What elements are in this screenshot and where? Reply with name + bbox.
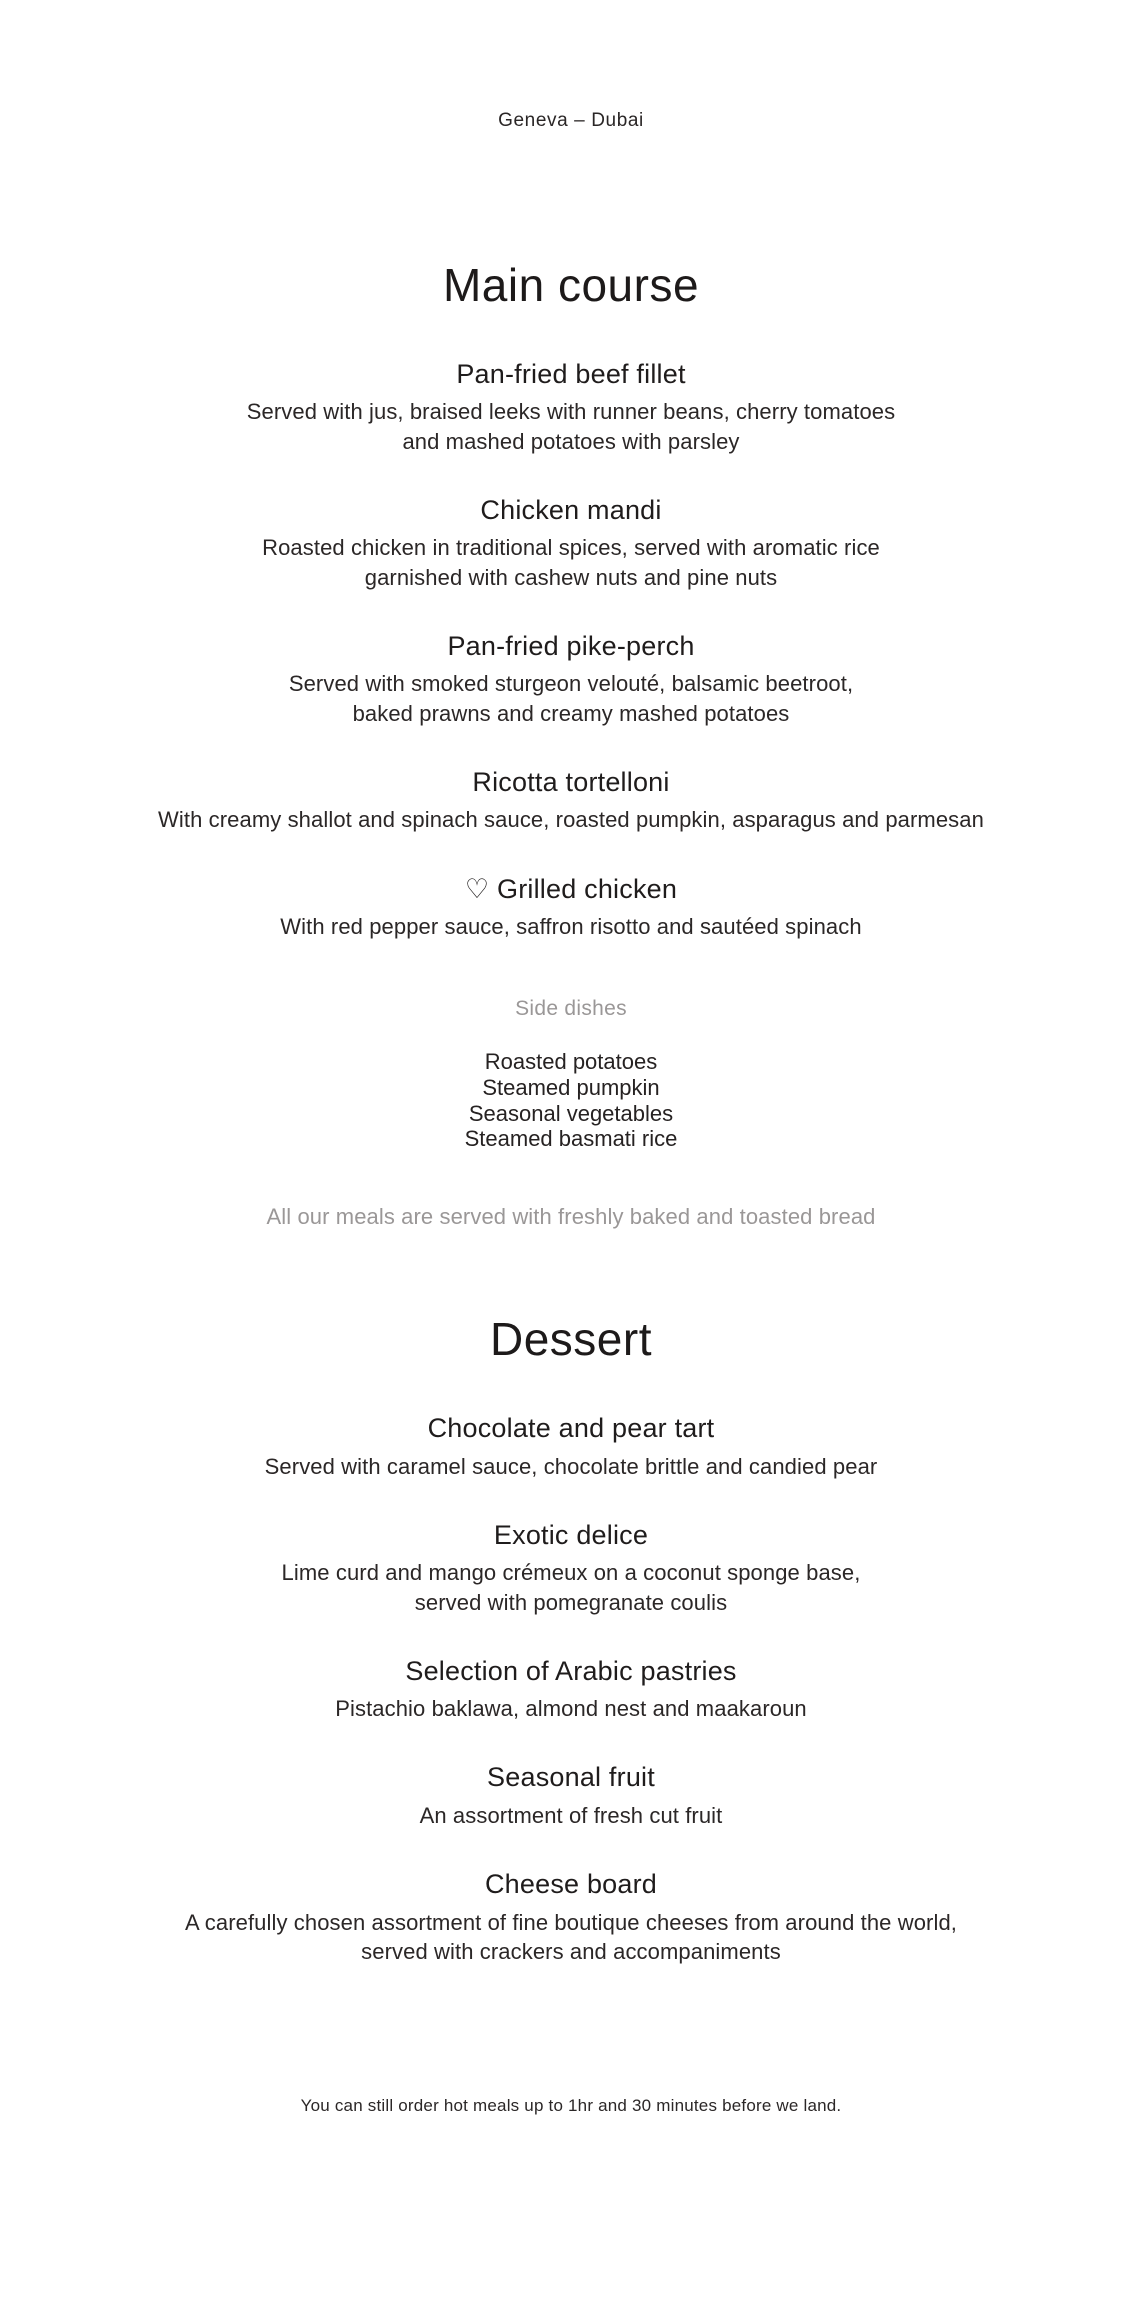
- list-item: Roasted potatoes: [484, 1049, 658, 1075]
- dish-item: [80, 1410, 1062, 1481]
- dish-item: [80, 1866, 1062, 1966]
- dish-description: [80, 805, 1062, 834]
- dish-name: Seasonal fruit: [487, 1762, 655, 1793]
- dish-description-line: Pistachio baklawa, almond nest and maakaroun: [335, 1696, 807, 1722]
- dish-item: [80, 1759, 1062, 1830]
- dish-description: [80, 1694, 1062, 1723]
- dish-name: Selection of Arabic pastries: [405, 1655, 737, 1686]
- dish-name: Chocolate and pear tart: [427, 1413, 715, 1444]
- dish-description-line: With creamy shallot and spinach sauce, roasted pumpkin, asparagus and parmesan: [158, 807, 984, 833]
- route-label: Geneva – Dubai: [498, 110, 644, 131]
- dish-description: [80, 533, 1062, 592]
- dish-description-line: baked prawns and creamy mashed potatoes: [352, 700, 790, 726]
- dish-item: [80, 1653, 1062, 1724]
- footer-note: You can still order hot meals up to 1hr and 30 minutes before we land.: [300, 2096, 842, 2116]
- section-title-dessert: Dessert: [490, 1313, 652, 1366]
- side-dishes-heading: Side dishes: [515, 997, 627, 1021]
- dish-name: ♡ Grilled chicken: [464, 873, 678, 904]
- dish-description-line: Served with caramel sauce, chocolate brittle and candied pear: [264, 1453, 878, 1479]
- dish-name: Exotic delice: [493, 1519, 649, 1550]
- dish-item: [80, 764, 1062, 835]
- dish-description: [80, 669, 1062, 728]
- dish-description-line: An assortment of fresh cut fruit: [419, 1802, 723, 1828]
- side-dishes-list: [80, 1049, 1062, 1152]
- dish-description-line: With red pepper sauce, saffron risotto and sautéed spinach: [280, 913, 862, 939]
- section-title-main-course: Main course: [442, 259, 700, 311]
- dish-name: Pan-fried beef fillet: [456, 359, 686, 389]
- dish-description: [80, 1558, 1062, 1617]
- list-item: Steamed pumpkin: [482, 1074, 660, 1100]
- dish-description: [80, 397, 1062, 456]
- dish-description-line: served with crackers and accompaniments: [361, 1938, 781, 1964]
- dish-description: [80, 1908, 1062, 1967]
- dish-name: Ricotta tortelloni: [472, 766, 670, 797]
- dish-name: Cheese board: [484, 1869, 658, 1900]
- dish-description: [80, 912, 1062, 941]
- dish-description-line: A carefully chosen assortment of fine boutique cheeses from around the world,: [184, 1909, 958, 1935]
- dish-item: [80, 492, 1062, 592]
- dish-item: [80, 356, 1062, 456]
- dish-name: Pan-fried pike-perch: [447, 630, 695, 661]
- list-item: Seasonal vegetables: [468, 1100, 674, 1126]
- dish-item: [80, 1517, 1062, 1617]
- bread-note: All our meals are served with freshly baked and toasted bread: [266, 1204, 876, 1230]
- dish-item-healthy: [80, 871, 1062, 942]
- dish-item: [80, 628, 1062, 728]
- dish-description-line: served with pomegranate coulis: [414, 1589, 728, 1615]
- dish-description-line: Lime curd and mango crémeux on a coconut sponge base,: [281, 1560, 861, 1586]
- dish-name: Chicken mandi: [480, 494, 662, 525]
- dish-description-line: garnished with cashew nuts and pine nuts: [364, 564, 778, 590]
- list-item: Steamed basmati rice: [464, 1126, 678, 1152]
- dish-description: [80, 1801, 1062, 1830]
- dish-description-line: and mashed potatoes with parsley: [402, 428, 740, 454]
- dish-description-line: Roasted chicken in traditional spices, served with aromatic rice: [262, 535, 880, 561]
- dish-description-line: Served with smoked sturgeon velouté, balsamic beetroot,: [288, 671, 854, 697]
- dish-description-line: Served with jus, braised leeks with runner beans, cherry tomatoes: [246, 399, 896, 425]
- dish-description: [80, 1452, 1062, 1481]
